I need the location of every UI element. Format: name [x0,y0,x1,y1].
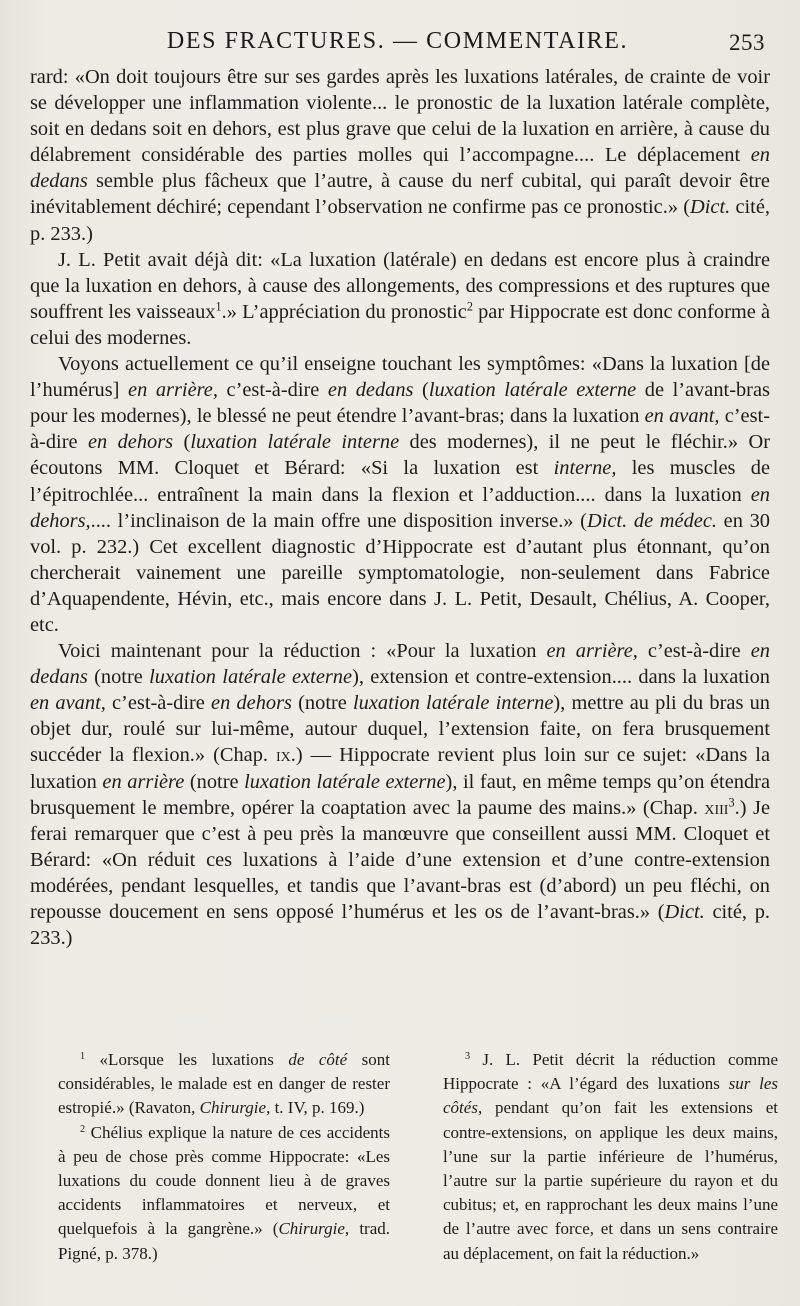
italic-text: Dict. de médec. [586,509,717,532]
text-run: .» L’appréciation du pronostic [221,300,467,323]
text-run: ), il faut, en même temps qu’on étendra brusquement le membre, opérer la coaptation avec la paume des mains.» (Chap. [30,770,770,819]
footnote-marker: 2 [80,1123,86,1135]
text-run: c’est-à-dire [637,640,751,663]
text-run: des modernes), il ne peut le fléchir.» Or écoutons MM. Cloquet et Bérard: «Si la luxation est [30,431,771,480]
text-run: .) Je ferai remarquer que c’est à peu près la manœuvre que conseillent aussi MM. Cloquet et Bérard: «On réduit ces luxations à l’aide d’une extension et d’une contre-extension modérées, pendant lesquelles, et tandis que l’avant-bras est (d’abord) un peu fléchi, on repousse doucement en sens opposé l’humérus et les os de l’avant-bras.» ( [30,796,770,923]
italic-text: Chirurgie [278,1219,345,1239]
text-run: c’est-à-dire [217,379,328,402]
text-run: sont considérables, le malade est en danger de rester estropié.» (Ravaton, [58,1050,391,1118]
italic-text: Chirurgie [199,1098,267,1118]
text-run: Voyons actuellement ce qu’il enseigne touchant les symptômes: «Dans la luxation [de l’humérus] [30,353,770,402]
italic-text: en dedans [327,379,414,402]
text-run: (notre [291,692,354,715]
page-header [30,28,765,62]
italic-text: luxation latérale interne [190,431,400,454]
italic-text: Dict. [690,196,731,219]
text-run: cité, p. 233.) [30,196,770,245]
text-run: semble plus fâcheux que l’autre, à cause du nerf cubital, qui paraît devoir être inévitablement déchiré; cependant l’observation ne confirme pas ce pronostic.» ( [30,170,770,219]
footnotes-right-column [443,1048,778,1266]
text-run: rard: «On doit toujours être sur ses gardes après les luxations latérales, de crainte de voir se développer une inflammation violente... le pronostic de la luxation latérale complète, soit en dedans soit en dehors, est plus grave que celui de la luxation en arrière, à cause du délabrement considérable des parties molles qui l’accompagne.... Le déplacement [30,66,770,167]
footnote-marker: 1 [80,1050,86,1062]
text-run: c’est-à-dire [30,405,770,454]
text-run: , t. IV, p. 169.) [266,1098,365,1118]
main-text [30,64,770,951]
italic-text: en dehors [211,692,292,715]
italic-text: interne, [553,457,617,480]
paragraph-symptomes [30,351,770,638]
footnote-1 [58,1048,390,1121]
italic-text: luxation latérale externe [149,666,353,689]
italic-text: en dedans [30,640,770,689]
text-run: les muscles de l’épitrochlée... entraînent la main dans la flexion et l’adduction.... dans la luxation [30,457,770,506]
footnote-3 [443,1048,778,1266]
chapter-numeral: ix [276,744,291,767]
page-number: 253 [729,30,765,55]
text-run: Voici maintenant pour la réduction : «Pour la luxation [58,640,547,663]
chapter-numeral: xiii [704,796,729,819]
footnote-marker: 2 [466,299,473,314]
text-run: «Lorsque les luxations [85,1050,289,1069]
paragraph-petit [30,247,770,351]
italic-text: en avant, [644,405,720,428]
footnote-marker: 3 [465,1050,471,1062]
italic-text: sur les côtés [443,1074,778,1118]
text-run: J. L. Petit avait déjà dit: «La luxation (latérale) en dedans est encore plus à craindre que la luxation en dehors, à cause des allongements, des compressions et des ruptures que souffrent les vaisseaux [30,248,770,323]
text-run: de l’avant-bras pour les modernes), le blessé ne peut étendre l’avant-bras; dans la luxation [30,379,770,428]
text-run: , pendant qu’on fait les extensions et contre-extensions, on applique les deux mains, l’une sur la partie inférieure de l’humérus, l’autre sur la partie supérieure du rayon et du cubitus; et, en rapprochant les deux mains l’une de l’autre avec force, et dans un sens contraire au déplacement, on fait la réduction.» [443,1098,778,1263]
italic-text: luxation latérale externe [428,379,637,402]
text-run: ( [173,431,191,454]
text-run: Chélius explique la nature de ces accidents à peu de chose près comme Hippocrate: «Les luxations du coude donnent lieu à de graves accidents inflammatoires et nerveux, et quelquefois à la gangrène.» ( [58,1122,390,1239]
paragraph-reduction [30,638,770,951]
italic-text: en arrière, [546,640,638,663]
text-run: ( [413,379,429,402]
text-run: .) — Hippocrate revient plus loin sur ce sujet: «Dans la luxation [30,744,770,793]
footnotes [58,1048,778,1266]
text-run: ), mettre au pli du bras un objet dur, roulé sur lui-même, autour duquel, l’extension faite, on fera brusquement succéder la flexion.» (Chap. [30,692,770,767]
italic-text: en arrière, [128,379,218,402]
italic-text: luxation latérale interne [353,692,554,715]
footnote-marker: 3 [728,795,735,810]
italic-text: en avant, [30,692,106,715]
text-run: (notre [87,666,150,689]
text-run: J. L. Petit décrit la réduction comme Hippocrate : «A l’égard des luxations [443,1050,778,1094]
text-run: , trad. Pigné, p. 378.) [58,1219,390,1263]
footnote-2 [58,1121,390,1266]
italic-text: en dehors, [30,483,770,532]
italic-text: luxation latérale externe [244,770,446,793]
text-run: en 30 vol. p. 232.) Cet excellent diagnostic d’Hippocrate est d’autant plus étonnant, qu’on chercherait vainement une pareille symptomatologie, non-seulement dans Fabrice d’Aquapendente, Hévin, etc., mais encore dans J. L. Petit, Desault, Chélius, A. Cooper, etc. [30,509,770,636]
text-run: c’est-à-dire [105,692,212,715]
text-run: ), extension et contre-extension.... dans la luxation [352,666,770,689]
running-title: DES FRACTURES. — COMMENTAIRE. [166,28,629,54]
italic-text: Dict. [664,901,705,923]
italic-text: en arrière [102,770,185,793]
italic-text: de côté [288,1050,348,1069]
text-run: (notre [184,770,245,793]
italic-text: en dehors [87,431,174,454]
text-run: par Hippocrate est donc conforme à celui des modernes. [30,300,771,349]
footnotes-left-column [58,1048,390,1266]
text-run: cité, p. 233.) [30,901,770,950]
text-run: .... l’inclinaison de la main offre une disposition inverse.» ( [90,509,587,532]
italic-text: en dedans [30,144,770,193]
footnote-marker: 1 [215,299,222,314]
paragraph-continuation [30,64,770,247]
